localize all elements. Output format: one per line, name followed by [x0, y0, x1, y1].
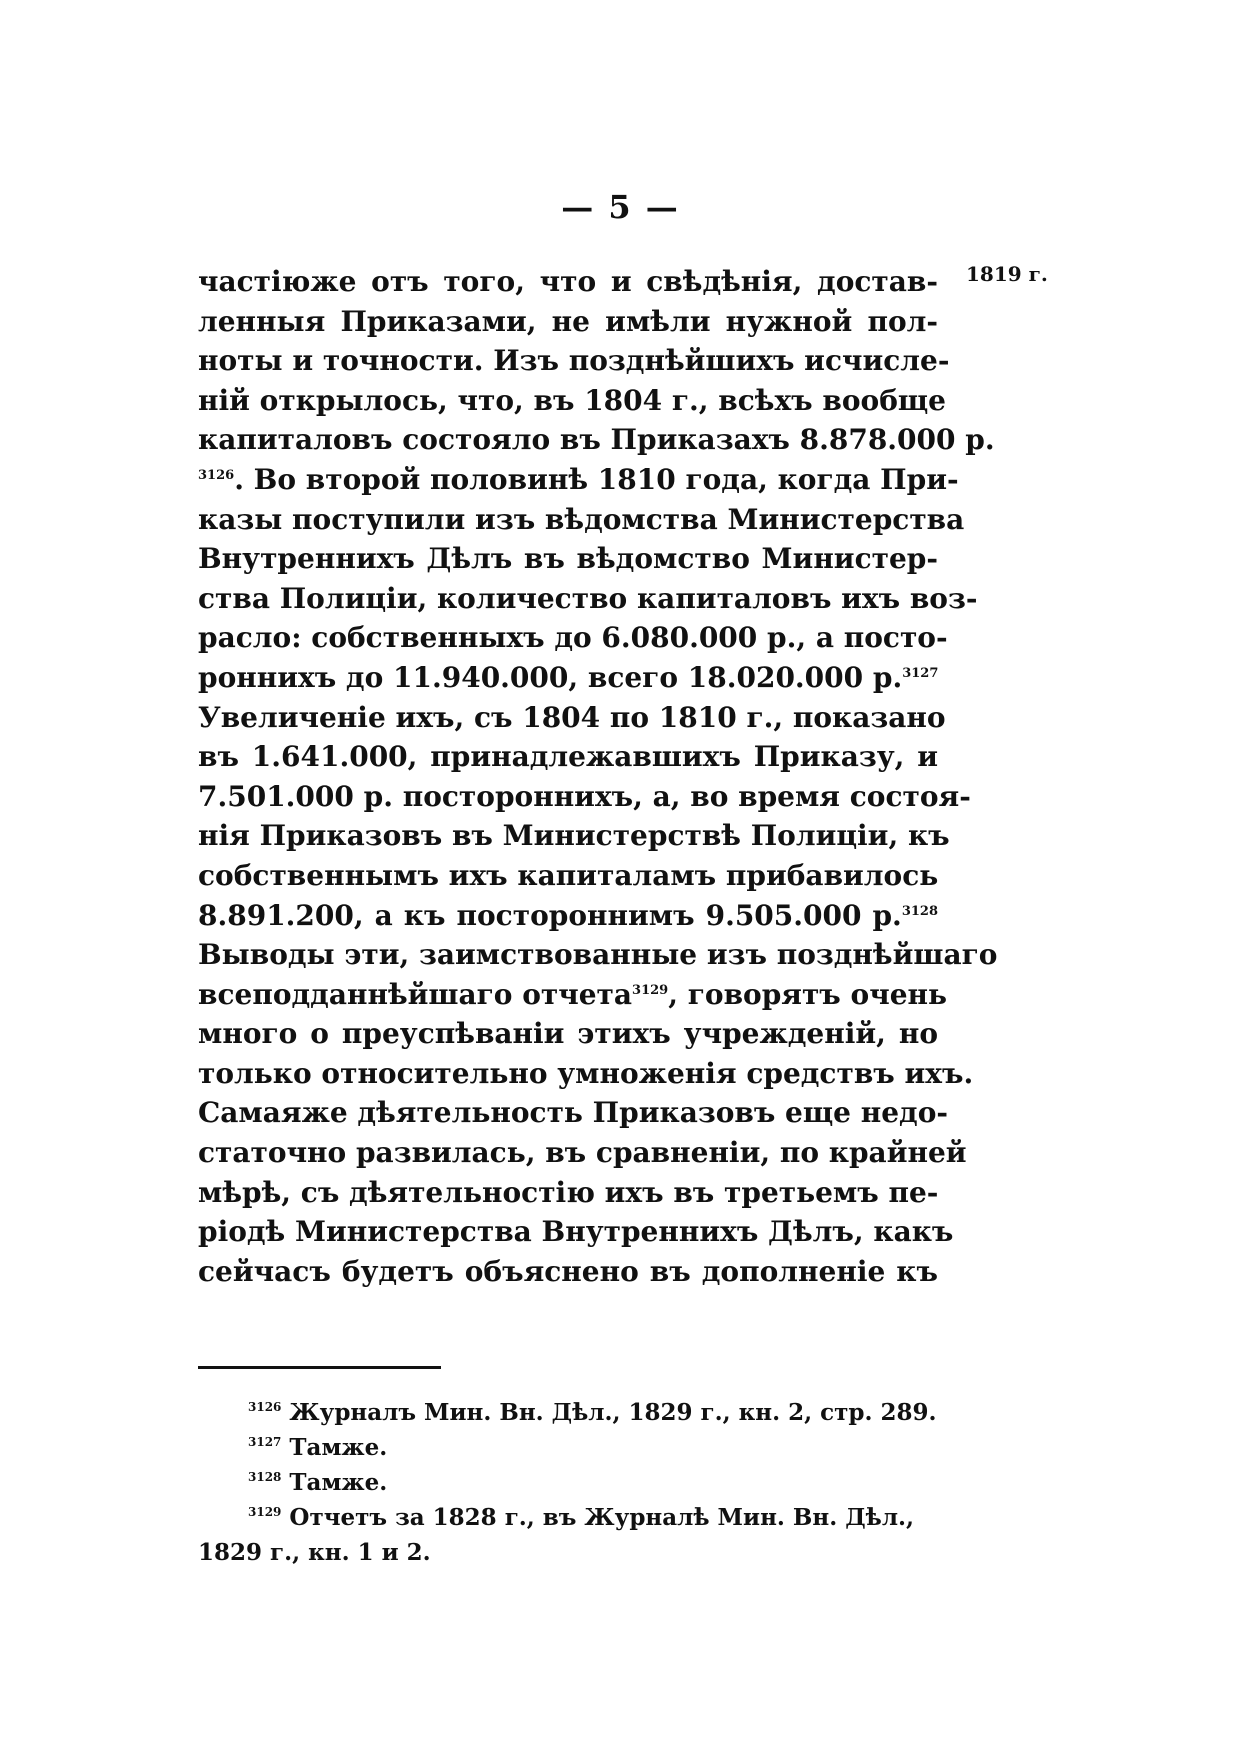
- text-line: [198, 1054, 974, 1094]
- text-line-content: . Во второй половинѣ 1810 года, когда При-: [234, 462, 959, 496]
- text-line: [198, 262, 938, 302]
- text-line-content: Выводы эти, заимствованные изъ позднѣйшаго: [198, 938, 998, 972]
- text-line: [198, 460, 959, 500]
- text-line-content: нiя Приказовъ въ Министерствѣ Полицiи, къ: [198, 819, 950, 853]
- text-line: [198, 539, 938, 579]
- footnote-text: Тамже.: [289, 1434, 388, 1461]
- text-line-content: статочно развилась, въ сравненiи, по крайней: [198, 1136, 967, 1170]
- text-line: [198, 1252, 938, 1292]
- footnote-text: Тамже.: [289, 1469, 388, 1496]
- text-line: [198, 500, 965, 540]
- text-line: [198, 341, 950, 381]
- text-line-content: Увеличенiе ихъ, съ 1804 по 1810 г., показано: [198, 700, 946, 734]
- margin-year-note: 1819 г.: [966, 262, 1048, 286]
- text-line: [198, 777, 971, 817]
- text-line-content: капиталовъ состояло въ Приказахъ 8.878.000 р.: [198, 423, 995, 457]
- footnote: [198, 1395, 938, 1430]
- text-line-content: Внутреннихъ Дѣлъ въ вѣдомство Министер-: [198, 542, 938, 576]
- text-line: [198, 381, 946, 421]
- footnote-number: 3127: [248, 1435, 282, 1449]
- footnote-ref[interactable]: 3128: [901, 903, 938, 919]
- text-line-content: нiй открылось, что, въ 1804 г., всѣхъ вообще: [198, 383, 946, 417]
- text-line-content: ноты и точности. Изъ позднѣйшихъ исчисле-: [198, 344, 950, 378]
- footnote: [198, 1430, 938, 1465]
- text-line: [198, 1014, 938, 1054]
- text-line-content: 8.891.200, а къ постороннимъ 9.505.000 р.: [198, 898, 902, 932]
- text-line: [198, 1212, 954, 1252]
- text-line-content: 7.501.000 р. постороннихъ, а, во время состоя-: [198, 779, 971, 813]
- footnote-number: 3128: [248, 1470, 282, 1484]
- text-line-content: въ 1.641.000, принадлежавшихъ Приказу, и: [198, 740, 938, 774]
- footnote: [198, 1535, 938, 1570]
- text-line-content: Самаяже дѣятельность Приказовъ еще недо-: [198, 1096, 948, 1130]
- text-line: [198, 856, 938, 896]
- text-line: [198, 658, 938, 698]
- text-line: [198, 737, 938, 777]
- footnote: [198, 1465, 938, 1500]
- footnote-ref[interactable]: 3129: [632, 982, 669, 998]
- text-line-content: роннихъ до 11.940.000, всего 18.020.000 р.: [198, 660, 903, 694]
- text-line-content: рiодѣ Министерства Внутреннихъ Дѣлъ, какъ: [198, 1215, 954, 1249]
- text-line: [198, 1133, 967, 1173]
- body-text: [198, 262, 998, 1291]
- text-line: [198, 1173, 938, 1213]
- footnote: [198, 1500, 938, 1535]
- footnotes: [198, 1395, 938, 1570]
- text-line-tail: , говорятъ очень: [668, 977, 948, 1011]
- text-line: [198, 935, 998, 975]
- text-line: [198, 975, 948, 1015]
- footnote-text: Отчетъ за 1828 г., въ Журналѣ Мин. Вн. Дѣл.,: [289, 1504, 915, 1531]
- footnote-text: Журналъ Мин. Вн. Дѣл., 1829 г., кн. 2, стр. 289.: [289, 1399, 937, 1426]
- footnote-separator: [198, 1366, 441, 1369]
- text-line-content: много о преуспѣванiи этихъ учрежденiй, но: [198, 1017, 938, 1051]
- text-line: [198, 698, 946, 738]
- footnote-ref[interactable]: 3126: [198, 467, 235, 483]
- footnote-text: 1829 г., кн. 1 и 2.: [198, 1539, 431, 1566]
- text-line: [198, 816, 950, 856]
- text-line: [198, 302, 938, 342]
- text-line: [198, 579, 978, 619]
- text-line-content: только относительно умноженiя средствъ ихъ.: [198, 1056, 974, 1090]
- footnote-number: 3126: [248, 1400, 282, 1414]
- text-line-content: казы поступили изъ вѣдомства Министерства: [198, 502, 965, 536]
- text-line: [198, 618, 948, 658]
- text-line-content: ства Полицiи, количество капиталовъ ихъ воз-: [198, 581, 978, 615]
- footnote-ref[interactable]: 3127: [902, 665, 939, 681]
- text-line-content: сейчасъ будетъ объяснено въ дополненiе къ: [198, 1254, 938, 1288]
- text-line-content: собственнымъ ихъ капиталамъ прибавилось: [198, 858, 939, 892]
- footnote-number: 3129: [248, 1505, 282, 1519]
- text-line-content: частiюже отъ того, что и свѣдѣнiя, достав-: [198, 265, 938, 298]
- text-line-content: всеподданнѣйшаго отчета: [198, 977, 633, 1011]
- page-number: — 5 —: [561, 188, 680, 226]
- text-line-content: ленныя Приказами, не имѣли нужной пол-: [198, 304, 938, 338]
- text-line: [198, 896, 938, 936]
- text-line: [198, 420, 995, 460]
- text-line-content: мѣрѣ, съ дѣятельностiю ихъ въ третьемъ пе-: [198, 1175, 939, 1209]
- text-line-content: расло: собственныхъ до 6.080.000 р., а посто-: [198, 621, 948, 655]
- text-line: [198, 1093, 948, 1133]
